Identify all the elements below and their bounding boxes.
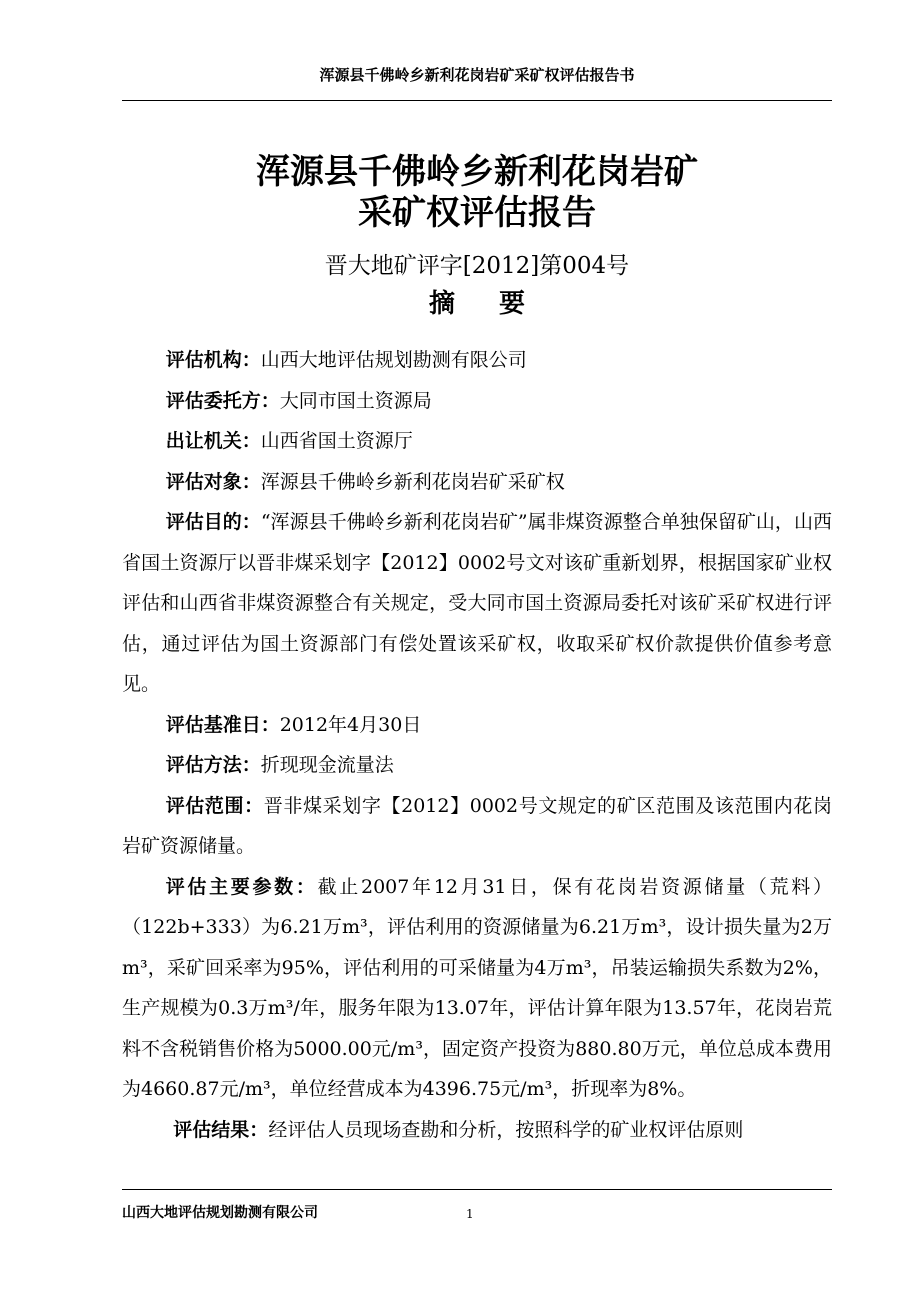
item-text: 大同市国土资源局: [279, 389, 432, 412]
item-text: 浑源县千佛岭乡新利花岗岩矿采矿权: [260, 470, 565, 493]
item-text: 截止2007年12月31日，保有花岗岩资源储量（荒料）（122b+333）为6.21万m³，评估利用的资源储量为6.21万m³，设计损失量为2万m³，采矿回采率为95%，评估利用的可采储量为4万m³，吊装运输损失系数为2%，生产规模为0.3万m³/年，服务年限为13.07年，评估计算年限为13.57年，花岗岩荒料不含税销售价格为5000.00元/m³，固定资产投资为880.80万元，单位总成本费用为4660.87元/m³，单位经营成本为4396.75元/m³，折现率为8%。: [122, 875, 832, 1100]
item-text: 晋非煤采划字【2012】0002号文规定的矿区范围及该范围内花岗岩矿资源储量。: [122, 794, 832, 857]
footer-company: 山西大地评估规划勘测有限公司: [122, 1205, 318, 1221]
item-text: “浑源县千佛岭乡新利花岗岩矿”属非煤资源整合单独保留矿山，山西省国土资源厅以晋非煤采划字【2012】0002号文对该矿重新划界，根据国家矿业权评估和山西省非煤资源整合有关规定，受大同市国土资源局委托对该矿采矿权进行评估，通过评估为国土资源部门有偿处置该采矿权，收取采矿权价款提供价值参考意见。: [122, 511, 832, 695]
item-label: 评估结果：: [173, 1118, 269, 1141]
item-label: 评估范围：: [165, 794, 264, 817]
item-evaluation-object: [122, 462, 832, 503]
item-transferring-authority: [122, 421, 832, 462]
item-text: 山西大地评估规划勘测有限公司: [260, 349, 527, 371]
item-evaluation-agency: [122, 340, 832, 381]
item-client: [122, 381, 832, 422]
item-label: 评估方法：: [165, 754, 261, 776]
item-label: 评估对象：: [165, 470, 261, 493]
item-evaluation-scope: [122, 786, 832, 867]
item-label: 评估主要参数：: [165, 875, 318, 898]
abstract-body: [122, 340, 832, 1150]
abstract-heading: 摘要: [428, 289, 569, 319]
item-label: 出让机关：: [165, 430, 261, 452]
item-base-date: [122, 705, 832, 746]
item-evaluation-method: [122, 745, 832, 786]
item-evaluation-purpose: [122, 502, 832, 705]
item-text: 经评估人员现场查勘和分析，按照科学的矿业权评估原则: [268, 1118, 744, 1141]
report-title-line-2: 采矿权评估报告: [358, 193, 596, 233]
item-label: 评估委托方：: [165, 389, 280, 412]
footer-divider: [122, 1189, 832, 1190]
item-label: 评估基准日：: [165, 713, 280, 736]
header-divider: [122, 100, 832, 101]
page-number: 1: [466, 1207, 474, 1221]
item-text: 山西省国土资源厅: [260, 430, 413, 452]
item-text: 2012年4月30日: [279, 713, 422, 736]
running-header: 浑源县千佛岭乡新利花岗岩矿采矿权评估报告书: [319, 66, 635, 84]
item-label: 评估目的：: [165, 511, 261, 533]
report-title-line-1: 浑源县千佛岭乡新利花岗岩矿: [256, 152, 698, 192]
item-label: 评估机构：: [165, 349, 261, 371]
document-number: 晋大地矿评字[2012]第004号: [324, 253, 630, 279]
item-evaluation-result: [122, 1110, 832, 1151]
item-main-parameters: [122, 867, 832, 1110]
item-text: 折现现金流量法: [260, 754, 394, 776]
